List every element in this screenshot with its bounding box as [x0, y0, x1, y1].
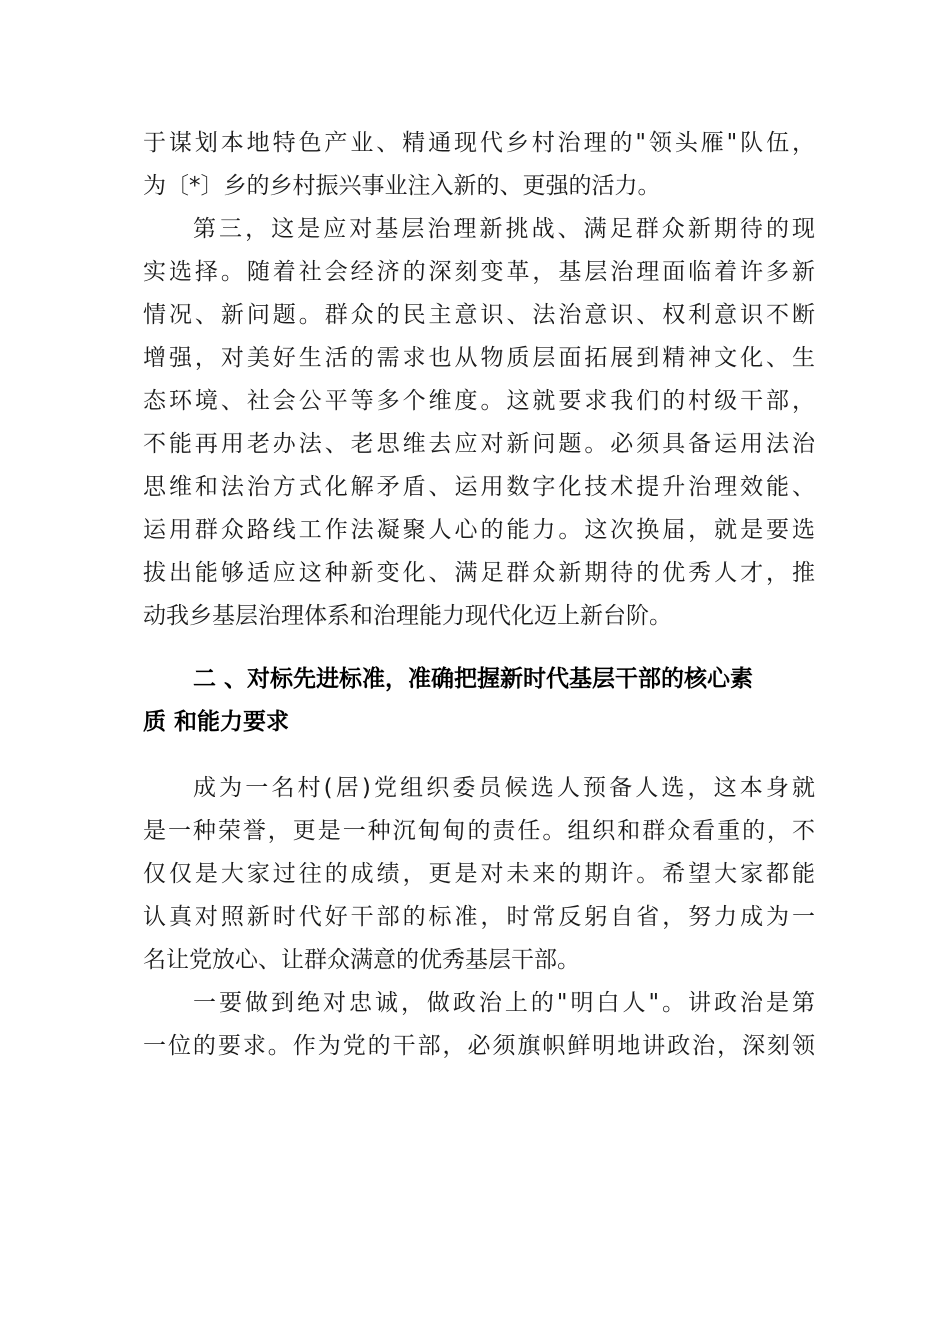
paragraph-line: 实选择。随着社会经济的深刻变革，基层治理面临着许多新 [143, 259, 815, 285]
paragraph-line: 仅仅是大家过往的成绩，更是对未来的期许。希望大家都能 [143, 861, 815, 887]
section-heading: 质 和能力要求 [143, 709, 290, 735]
paragraph-line: 思维和法治方式化解矛盾、运用数字化技术提升治理效能、 [143, 474, 815, 500]
paragraph-line: 增强，对美好生活的需求也从物质层面拓展到精神文化、生 [143, 345, 815, 371]
section-heading: 二 、对标先进标准，准确把握新时代基层干部的核心素 [193, 666, 754, 692]
paragraph-line: 认真对照新时代好干部的标准，时常反躬自省，努力成为一 [143, 904, 815, 930]
paragraph-line: 拔出能够适应这种新变化、满足群众新期待的优秀人才，推 [143, 560, 815, 586]
paragraph-line: 名让党放心、让群众满意的优秀基层干部。 [143, 947, 580, 973]
paragraph-line: 第三，这是应对基层治理新挑战、满足群众新期待的现 [193, 216, 815, 242]
paragraph-line: 动我乡基层治理体系和治理能力现代化迈上新台阶。 [143, 603, 672, 629]
paragraph-line: 于谋划本地特色产业、精通现代乡村治理的"领头雁"队伍， [143, 130, 815, 156]
paragraph-line: 不能再用老办法、老思维去应对新问题。必须具备运用法治 [143, 431, 815, 457]
paragraph-line: 情况、新问题。群众的民主意识、法治意识、权利意识不断 [143, 302, 815, 328]
paragraph-line: 成为一名村(居)党组织委员候选人预备人选，这本身就 [193, 775, 815, 801]
paragraph-line: 是一种荣誉，更是一种沉甸甸的责任。组织和群众看重的，不 [143, 818, 815, 844]
paragraph-line: 为〔*〕乡的乡村振兴事业注入新的、更强的活力。 [143, 173, 661, 199]
paragraph-line: 一要做到绝对忠诚，做政治上的"明白人"。讲政治是第 [193, 990, 815, 1016]
paragraph-line: 一位的要求。作为党的干部，必须旗帜鲜明地讲政治，深刻领 [143, 1033, 815, 1059]
paragraph-line: 运用群众路线工作法凝聚人心的能力。这次换届，就是要选 [143, 517, 815, 543]
paragraph-line: 态环境、社会公平等多个维度。这就要求我们的村级干部， [143, 388, 815, 414]
